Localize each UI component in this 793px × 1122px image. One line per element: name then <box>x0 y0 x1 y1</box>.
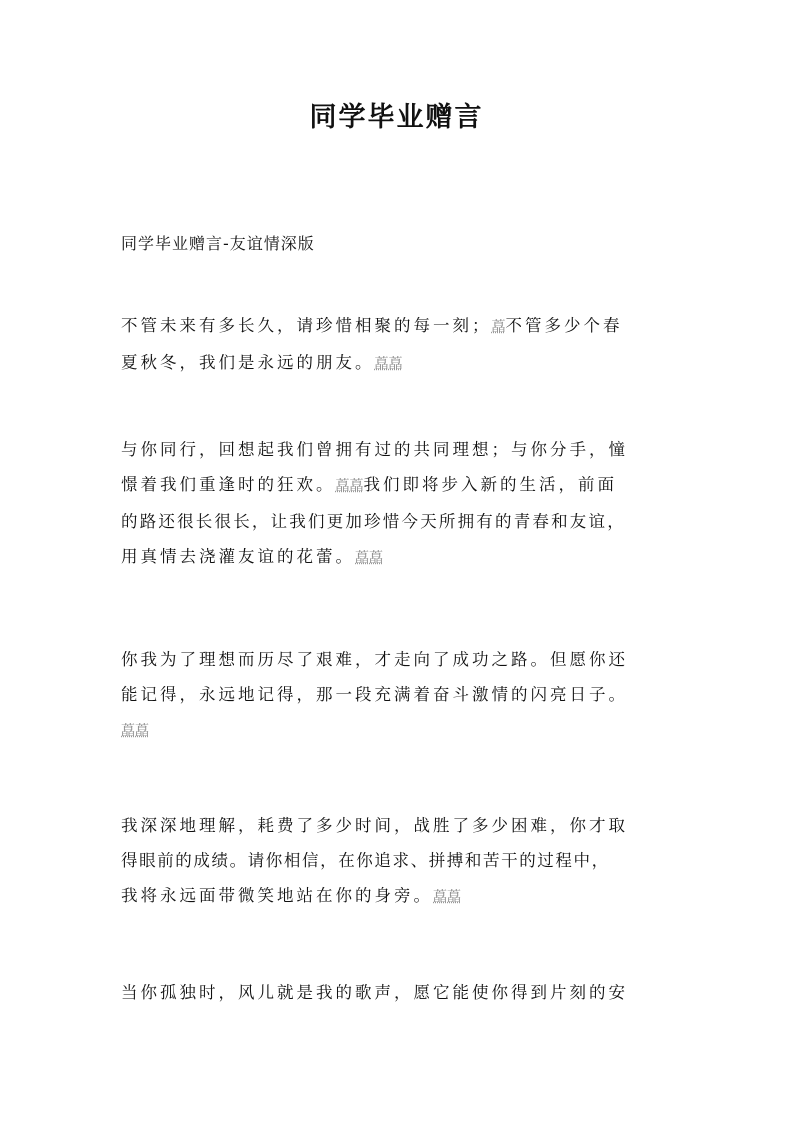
paragraph-line: 我将永远面带微笑地站在你的身旁。藠藠 <box>121 886 461 905</box>
document-subtitle: 同学毕业赠言-友谊情深版 <box>121 234 315 253</box>
glyph-mark: 藠藠 <box>355 550 383 566</box>
paragraph-line: 与你同行，回想起我们曾拥有过的共同理想；与你分手，憧 <box>121 440 628 459</box>
paragraph-line: 憬着我们重逢时的狂欢。藠藠我们即将步入新的生活，前面 <box>121 475 617 494</box>
paragraph-5 <box>121 975 681 1010</box>
paragraph-1 <box>121 308 681 382</box>
glyph-mark: 藠 <box>491 319 506 335</box>
paragraph-2 <box>121 432 681 576</box>
glyph-mark: 藠藠 <box>335 478 364 494</box>
paragraph-line: 得眼前的成绩。请你相信，在你追求、拼搏和苦干的过程中， <box>121 851 610 870</box>
paragraph-line: 用真情去浇灌友谊的花蕾。藠藠 <box>121 547 383 566</box>
glyph-mark: 藠藠 <box>374 356 403 372</box>
paragraph-line: 不管未来有多长久，请珍惜相聚的每一刻；藠不管多少个春 <box>121 316 623 335</box>
paragraph-line: 你我为了理想而历尽了艰难，才走向了成功之路。但愿你还 <box>121 650 628 669</box>
paragraph-4 <box>121 808 681 915</box>
paragraph-line: 的路还很长很长，让我们更加珍惜今天所拥有的青春和友谊， <box>121 512 626 531</box>
paragraph-line: 我深深地理解，耗费了多少时间，战胜了多少困难，你才取 <box>121 816 628 835</box>
glyph-mark: 藠藠 <box>433 889 461 905</box>
paragraph-line <box>121 712 681 749</box>
paragraph-line: 能记得，永远地记得，那一段充满着奋斗激情的闪亮日子。 <box>121 685 628 704</box>
paragraph-line: 当你孤独时，风儿就是我的歌声，愿它能使你得到片刻的安 <box>121 983 628 1002</box>
glyph-mark: 藠藠 <box>121 723 149 739</box>
paragraph-line: 夏秋冬，我们是永远的朋友。藠藠 <box>121 353 403 372</box>
paragraph-3 <box>121 642 681 749</box>
document-title: 同学毕业赠言 <box>309 102 484 133</box>
